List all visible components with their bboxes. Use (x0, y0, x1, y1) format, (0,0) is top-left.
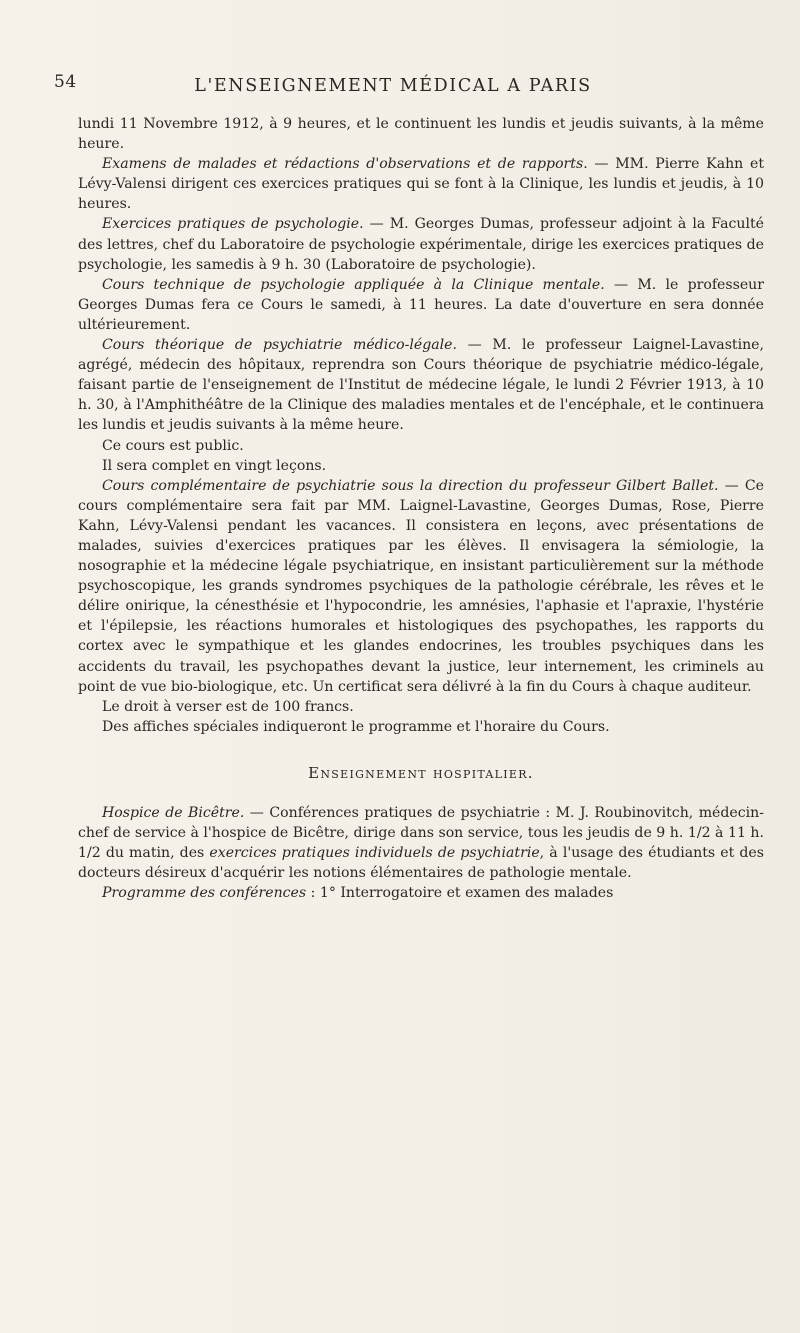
paragraph-lecons (78, 456, 764, 476)
page-header (0, 72, 800, 102)
paragraph-text: lundi 11 Novembre 1912, à 9 heures, et le continuent les lundis et jeudis suivants, à la même heure. (78, 116, 764, 153)
paragraph-bicetre (78, 803, 764, 883)
paragraph-text: — Conférences pratiques de psychiatrie : M. J. Roubinovitch, médecin-chef de service à l'hospice de Bicêtre, dirige dans son service, tous les jeudis de 9 h. 1/2 à 11 h. 1/2 du matin, des (78, 805, 765, 862)
paragraph-cours-theorique (78, 335, 764, 435)
paragraph-programme (78, 883, 764, 903)
paragraph-text: Ce cours est public. (102, 437, 244, 454)
paragraph-text: Des affiches spéciales indiqueront le programme et l'horaire du Cours. (102, 718, 610, 735)
paragraph-continuation (78, 114, 764, 154)
paragraph-text: : 1° Interrogatoire et examen des malades (306, 885, 614, 902)
paragraph-text: Le droit à verser est de 100 francs. (102, 698, 354, 715)
paragraph-text: — MM. Pierre Kahn et Lévy-Valensi dirigent ces exercices pratiques qui se font à la Clinique, les lundis et jeudis, à 10 heures. (78, 156, 764, 213)
paragraph-text: — M. Georges Dumas, professeur adjoint à la Faculté des lettres, chef du Laboratoire de psychologie expérimentale, dirige les exercices pratiques de psychologie, les samedis à 9 h. 30 (Laboratoire de psychologie). (78, 216, 764, 273)
course-title: Cours théorique de psychiatrie médico-légale. (102, 337, 457, 354)
course-title-inline: exercices pratiques individuels de psychiatrie (209, 845, 540, 862)
paragraph-cours-technique (78, 275, 764, 335)
body-text (78, 114, 764, 903)
running-title: L'ENSEIGNEMENT MÉDICAL A PARIS (194, 76, 592, 96)
course-title: Cours complémentaire de psychiatrie sous la direction du professeur Gilbert Ballet. (102, 477, 719, 494)
paragraph-affiches (78, 717, 764, 737)
paragraph-text: — M. le professeur Georges Dumas fera ce Cours le samedi, à 11 heures. La date d'ouverture en sera donnée ultérieurement. (78, 276, 764, 333)
course-title: Hospice de Bicêtre. (102, 805, 245, 821)
course-title: Examens de malades et rédactions d'observations et de rapports. (102, 156, 588, 173)
paragraph-exercices-psychologie (78, 214, 764, 274)
course-title: Programme des conférences (102, 885, 307, 902)
paragraph-text: — M. le professeur Laignel-Lavastine, agrégé, médecin des hôpitaux, reprendra son Cours théorique de psychiatrie médico-légale, faisant partie de l'enseignement de l'Institut de médecine légale, le lundi 2 Février 1913, à 10 h. 30, à l'Amphithéâtre de la Clinique des maladies mentales et de l'encéphale, et le continuera les lundis et jeudis suivants à la même heure. (78, 337, 764, 434)
paragraph-text: , à l'usage des étudiants et des docteurs désireux d'acquérir les notions élémentaires de pathologie mentale. (78, 845, 764, 882)
page-number: 54 (54, 72, 77, 92)
course-title: Cours technique de psychologie appliquée à la Clinique mentale. (102, 276, 605, 293)
paragraph-text: Il sera complet en vingt leçons. (102, 457, 327, 474)
paragraph-examens (78, 154, 764, 214)
paragraph-public (78, 436, 764, 456)
section-heading (78, 763, 764, 783)
paragraph-text: — Ce cours complémentaire sera fait par MM. Laignel-Lavastine, Georges Dumas, Rose, Pierre Kahn, Lévy-Valensi pendant les vacances. Il consistera en leçons, avec présentations de malades, suivies d'exercices pratiques par les élèves. Il envisagera la sémiologie, la nosographie et la médecine légale psychiatrique, en insistant particulièrement sur la méthode psychoscopique, les grands syndromes psychiques de la pathologie cérébrale, les rêves et le délire onirique, la cénesthésie et l'hypocondrie, les amnésies, l'aphasie et l'apraxie, l'hystérie et l'épilepsie, les réactions humorales et histologiques des psychopathes, les rapports du cortex avec le sympathique et les glandes endocrines, les troubles psychiques dans les accidents du travail, les psychopathes devant la justice, leur internement, les criminels au point de vue bio-biologique, etc. Un certificat sera délivré à la fin du Cours à chaque auditeur. (78, 477, 765, 695)
course-title: Exercices pratiques de psychologie. (102, 216, 364, 233)
section-heading-text: Enseignement hospitalier. (308, 763, 534, 782)
paragraph-droit (78, 697, 764, 717)
paragraph-cours-complementaire (78, 476, 764, 697)
